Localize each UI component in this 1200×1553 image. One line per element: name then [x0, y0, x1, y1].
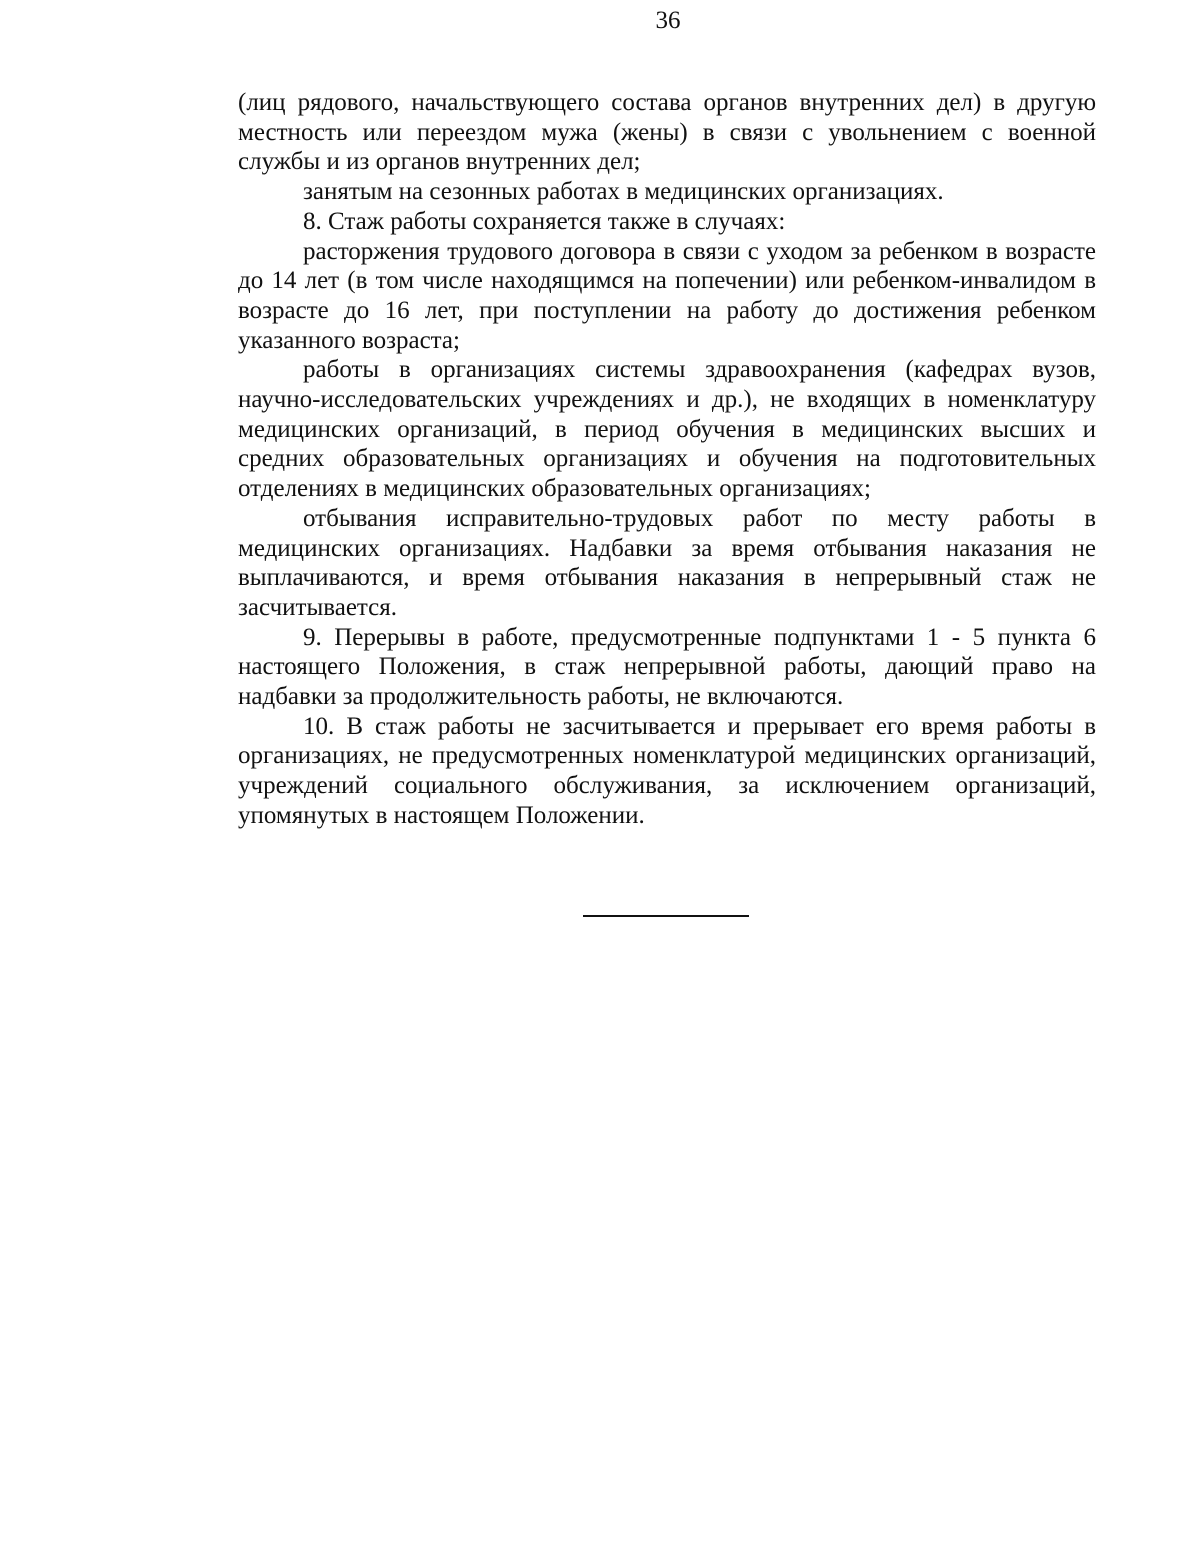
end-of-text-rule [583, 915, 749, 917]
paragraph-clause-8: 8. Стаж работы сохраняется также в случаях: [303, 207, 786, 235]
paragraph-seasonal-work: занятым на сезонных работах в медицинских организациях. [303, 178, 944, 206]
paragraph-clause-10: 10. В стаж работы не засчитывается и прерывает его время работы в организациях, не предусмотренных номенклатурой медицинских организаций, учреждений социального обслуживания, за исключением организаций, упомянутых в настоящем Положении. [238, 712, 1096, 829]
paragraph-clause-9: 9. Перерывы в работе, предусмотренные подпунктами 1 - 5 пункта 6 настоящего Положения, в стаж непрерывной работы, дающий право на надбавки за продолжительность работы, не включаются. [238, 623, 1096, 711]
page-number: 36 [655, 7, 681, 34]
paragraph-correctional-work: отбывания исправительно-трудовых работ по месту работы в медицинских организациях. Надбавки за время отбывания наказания не выплачиваются, и время отбывания наказания в непрерывный стаж не засчитывается. [238, 504, 1096, 621]
paragraph-continuation: (лиц рядового, начальствующего состава органов внутренних дел) в другую местность или переездом мужа (жены) в связи с увольнением с военной службы и из органов внутренних дел; [238, 89, 1096, 176]
paragraph-healthcare-organizations: работы в организациях системы здравоохранения (кафедрах вузов, научно-исследовательских учреждениях и др.), не входящих в номенклатуру медицинских организаций, в период обучения в медицинских высших и средних образовательных организациях и обучения на подготовительных отделениях в медицинских образовательных организациях; [238, 356, 1096, 503]
paragraph-childcare: расторжения трудового договора в связи с уходом за ребенком в возрасте до 14 лет (в том числе находящимся на попечении) или ребенком-инвалидом в возрасте до 16 лет, при поступлении на работу до достижения ребенком указанного возраста; [238, 237, 1096, 354]
document-body [238, 88, 1096, 831]
